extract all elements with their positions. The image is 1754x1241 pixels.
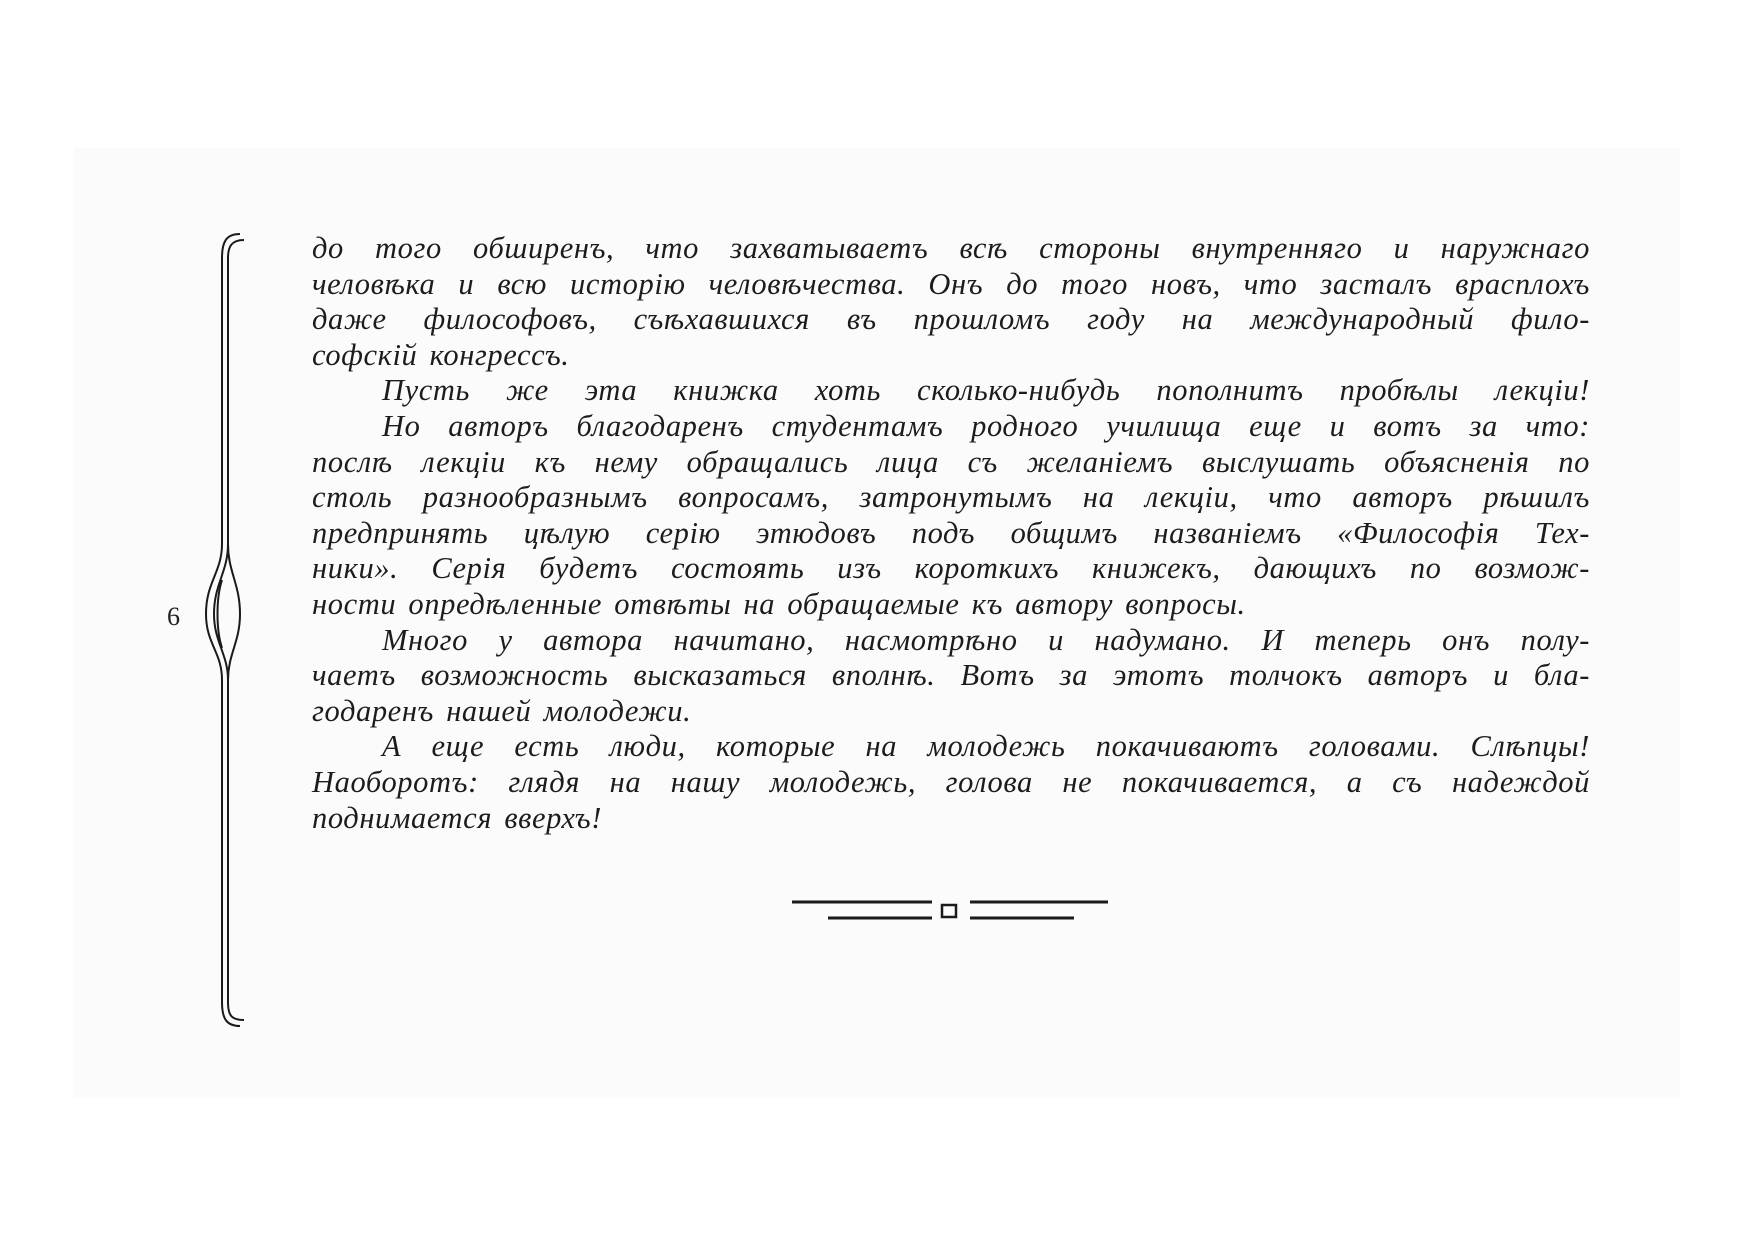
text-line: Но авторъ благодаренъ студентамъ родного училища еще и вотъ за что: — [382, 408, 1590, 443]
text-line: ности опредѣленные отвѣты на обращаемые къ автору вопросы. — [312, 586, 1246, 621]
text-line: ники». Серія будетъ состоять изъ короткихъ книжекъ, дающихъ по возмож- — [312, 551, 1590, 586]
text-line: столь разнообразнымъ вопросамъ, затронутымъ на лекціи, что авторъ рѣшилъ — [312, 480, 1590, 515]
text-line: поднимается вверхъ! — [312, 800, 602, 835]
page-number: 6 — [167, 602, 180, 631]
body-text — [312, 231, 1590, 836]
text-line: предпринять цѣлую серію этюдовъ подъ общимъ названіемъ «Философія Тех- — [312, 515, 1590, 550]
text-line: софскій конгрессъ. — [312, 337, 570, 372]
text-line: А еще есть люди, которые на молодежь покачиваютъ головами. Слѣпцы! — [382, 729, 1590, 764]
text-line: Наоборотъ: глядя на нашу молодежь, голова не покачивается, а съ надеждой — [312, 764, 1590, 799]
margin-bracket-ornament — [200, 232, 250, 1032]
end-ornament — [790, 898, 1120, 928]
text-line: послѣ лекціи къ нему обращались лица съ желаніемъ выслушать объясненія по — [312, 444, 1590, 479]
text-line: годаренъ нашей молодежи. — [312, 693, 692, 728]
text-line: даже философовъ, съѣхавшихся въ прошломъ году на международный фило- — [312, 302, 1590, 337]
text-line: до того обширенъ, что захватываетъ всѣ стороны внутренняго и наружнаго — [312, 231, 1590, 265]
text-line: чаетъ возможность высказаться вполнѣ. Вотъ за этотъ толчокъ авторъ и бла- — [312, 658, 1590, 693]
text-line: Много у автора начитано, насмотрѣно и надумано. И теперь онъ полу- — [382, 622, 1590, 657]
text-line: человѣка и всю исторію человѣчества. Онъ до того новъ, что засталъ врасплохъ — [312, 266, 1590, 301]
text-line: Пусть же эта книжка хоть сколько-нибудь пополнитъ пробѣлы лекціи! — [382, 373, 1590, 408]
